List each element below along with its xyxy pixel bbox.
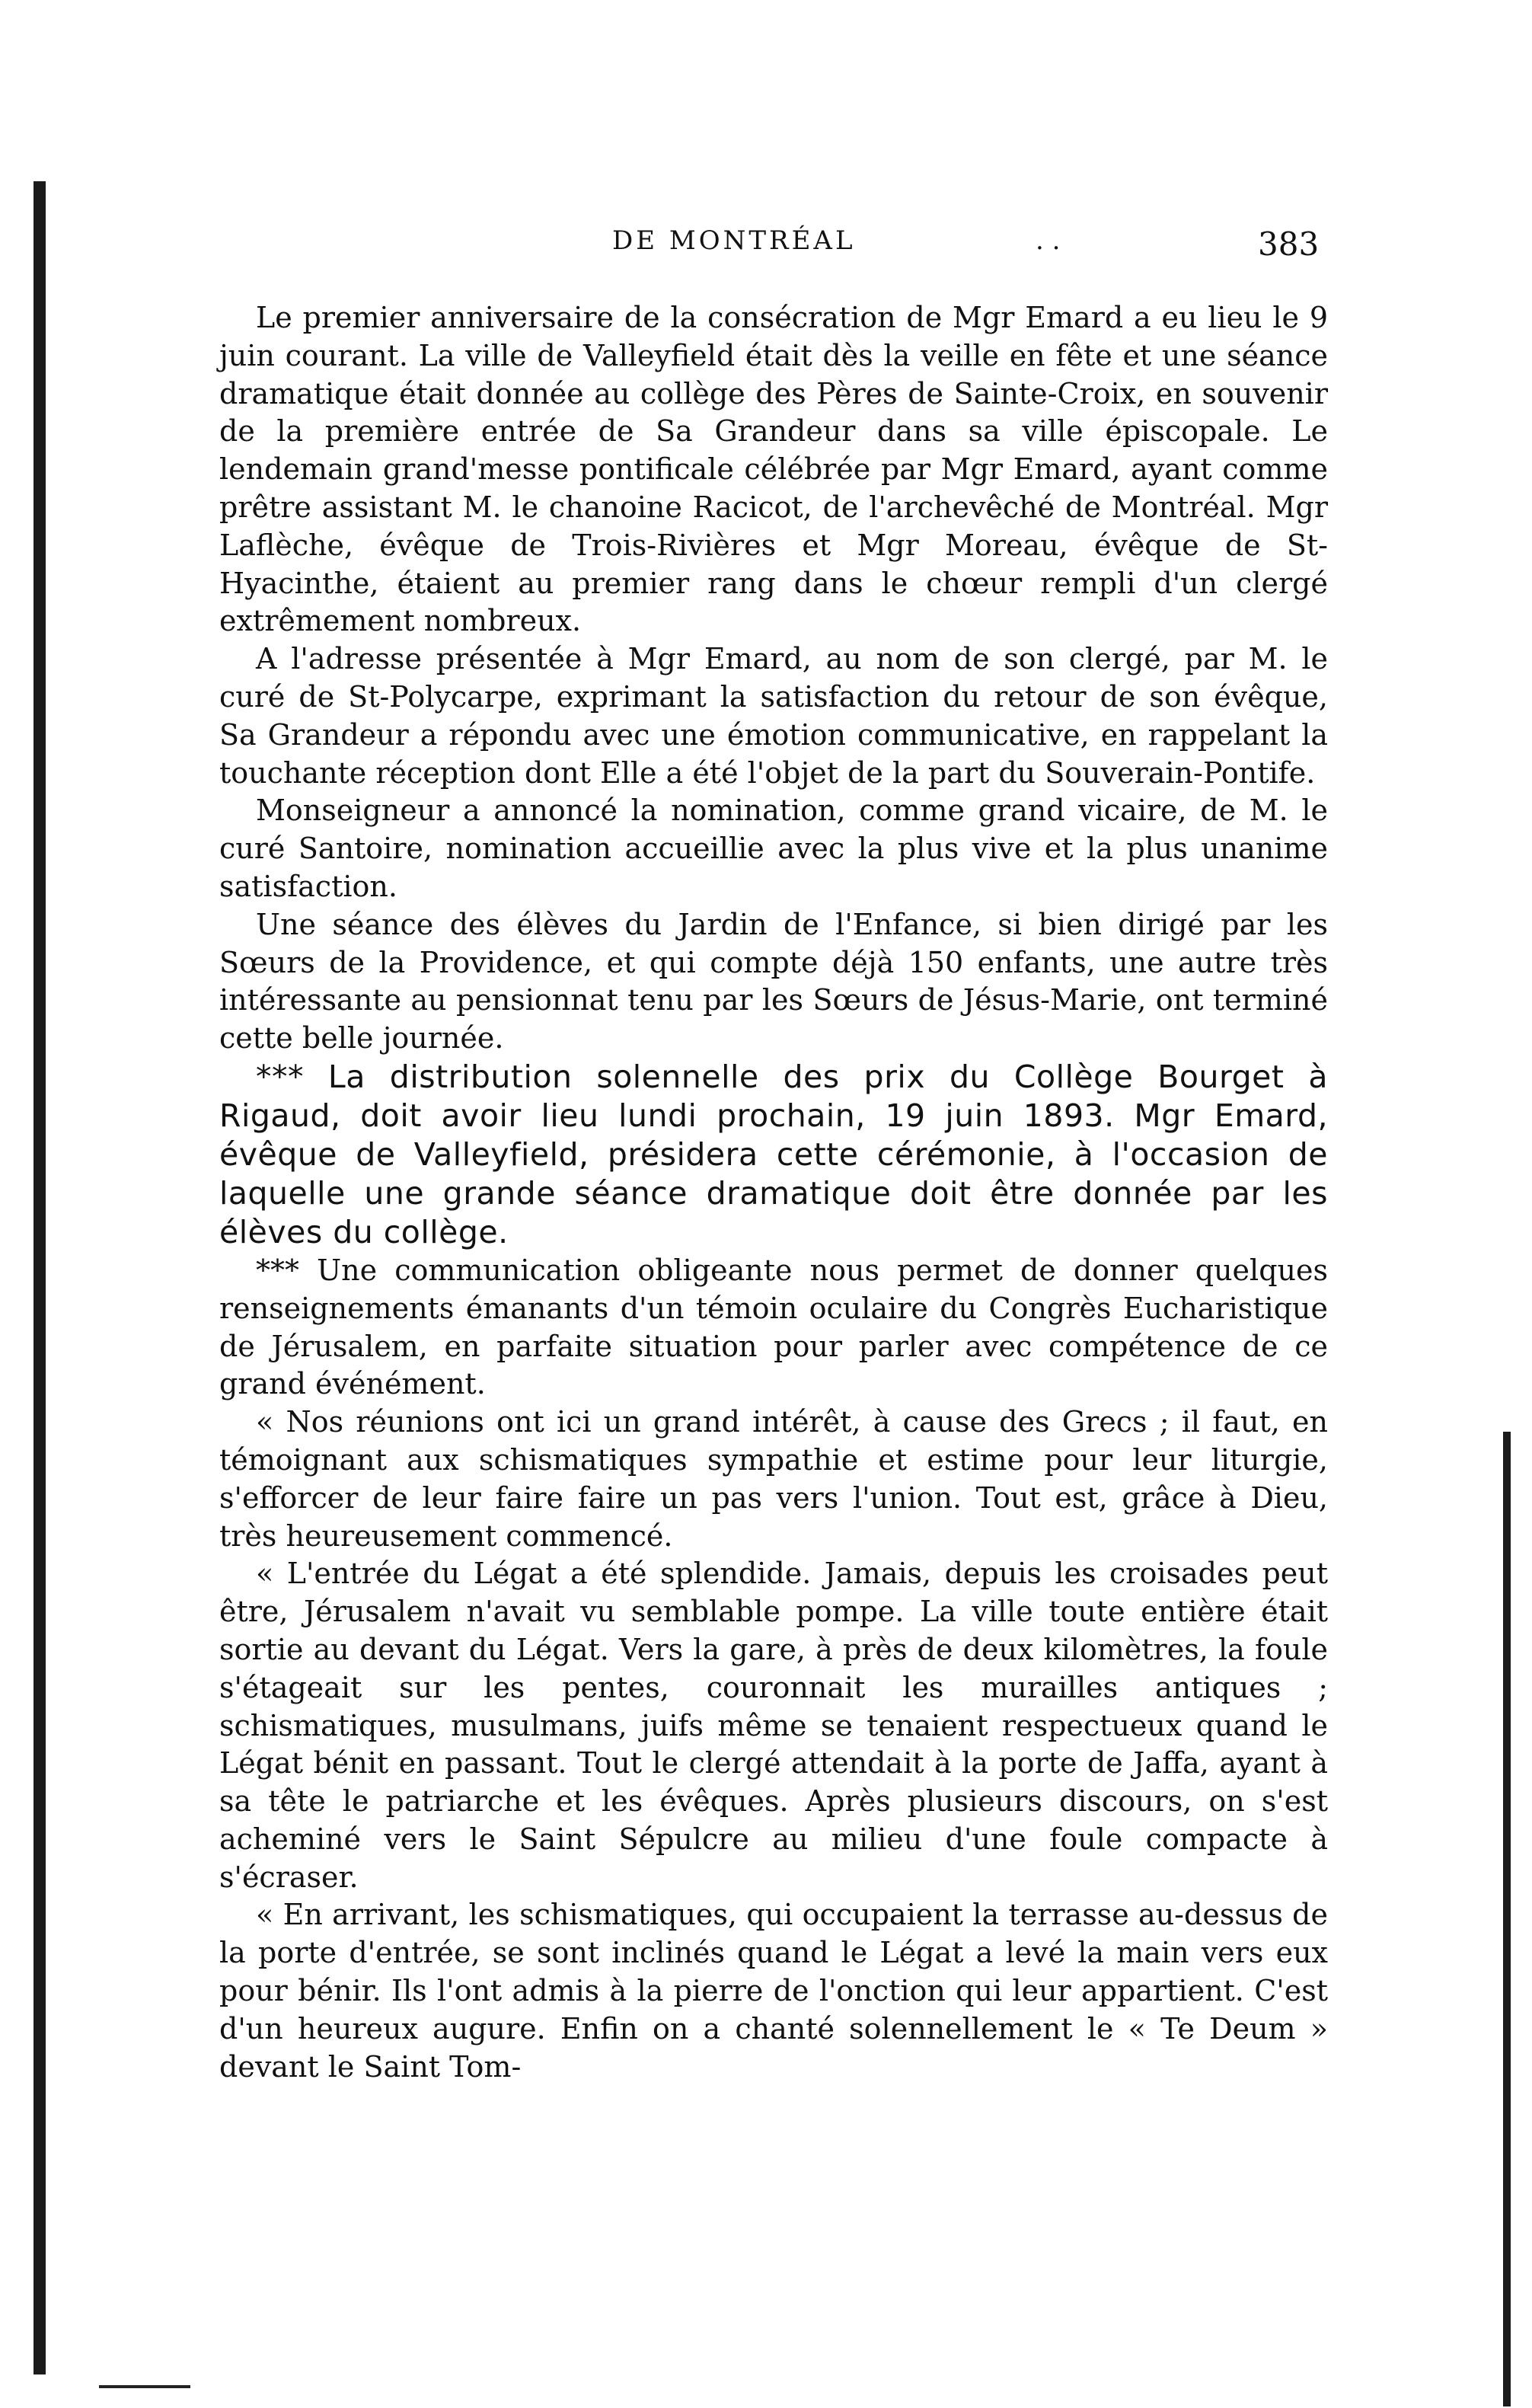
paragraph: Le premier anniversaire de la consécration de Mgr Emard a eu lieu le 9 juin courant. La ville de Valleyfield était dès la veille en fête et une séance dramatique était donnée au collège des Pères de Sainte-Croix, en souvenir de la première entrée de Sa Grandeur dans sa ville épiscopale. Le lendemain grand'messe pontificale célébrée par Mgr Emard, ayant comme prêtre assistant M. le chanoine Racicot, de l'archevêché de Montréal. Mgr Laflèche, évêque de Trois-Rivières et Mgr Moreau, évêque de St-Hyacinthe, étaient au premier rang dans le chœur rempli d'un clergé extrêmement nombreux. (219, 301, 1328, 638)
paragraph: Une séance des élèves du Jardin de l'Enfance, si bien dirigé par les Sœurs de la Providence, et qui compte déjà 150 enfants, une autre très intéressante au pensionnat tenu par les Sœurs de Jésus-Marie, ont terminé cette belle journée. (219, 907, 1328, 1055)
paragraph: *** Une communication obligeante nous permet de donner quelques renseignements émanants d'un témoin oculaire du Congrès Eucharistique de Jérusalem, en parfaite situation pour parler avec compétence de ce grand événément. (219, 1253, 1328, 1401)
running-header (0, 225, 1532, 263)
paragraph: « En arrivant, les schismatiques, qui occupaient la terrasse au-dessus de la porte d'entrée, se sont inclinés quand le Légat a levé la main vers eux pour bénir. Ils l'ont admis à la pierre de l'onction qui leur appartient. C'est d'un heureux augure. Enfin on a chanté solennellement le « Te Deum » devant le Saint Tom- (219, 1898, 1328, 2084)
paragraph: Monseigneur a annoncé la nomination, comme grand vicaire, de M. le curé Santoire, nomination accueillie avec la plus vive et la plus unanime satisfaction. (219, 794, 1328, 903)
page-edge-right (1503, 1432, 1511, 2406)
running-title: DE MONTRÉAL (612, 225, 856, 256)
paragraph: A l'adresse présentée à Mgr Emard, au nom de son clergé, par M. le curé de St-Polycarpe, exprimant la satisfaction du retour de son évêque, Sa Grandeur a répondu avec une émotion communicative, en rappelant la touchante réception dont Elle a été l'objet de la part du Souverain-Pontife. (219, 642, 1328, 790)
page-number: 383 (1258, 225, 1320, 263)
paragraph: « L'entrée du Légat a été splendide. Jamais, depuis les croisades peut être, Jérusalem n'avait vu semblable pompe. La ville toute entière était sortie au devant du Légat. Vers la gare, à près de deux kilomètres, la foule s'étageait sur les pentes, couronnait les murailles antiques ; schismatiques, musulmans, juifs même se tenaient respectueux quand le Légat bénit en passant. Tout le clergé attendait à la porte de Jaffa, ayant à sa tête le patriarche et les évêques. Après plusieurs discours, on s'est acheminé vers le Saint Sépulcre au milieu d'une foule compacte à s'écraser. (219, 1557, 1328, 1894)
header-dots: . . (1036, 225, 1061, 256)
paragraph: « Nos réunions ont ici un grand intérêt, à cause des Grecs ; il faut, en témoignant aux schismatiques sympathie et estime pour leur liturgie, s'efforcer de leur faire faire un pas vers l'union. Tout est, grâce à Dieu, très heureusement commencé. (219, 1405, 1328, 1553)
page-edge-left (34, 181, 46, 2374)
article-body (219, 299, 1328, 2086)
bottom-rule (99, 2385, 190, 2388)
notice-paragraph: *** La distribution solennelle des prix du Collège Bourget à Rigaud, doit avoir lieu lundi prochain, 19 juin 1893. Mgr Emard, évêque de Valleyfield, présidera cette cérémonie, à l'occasion de laquelle une grande séance dramatique doit être donnée par les élèves du collège. (219, 1058, 1328, 1250)
